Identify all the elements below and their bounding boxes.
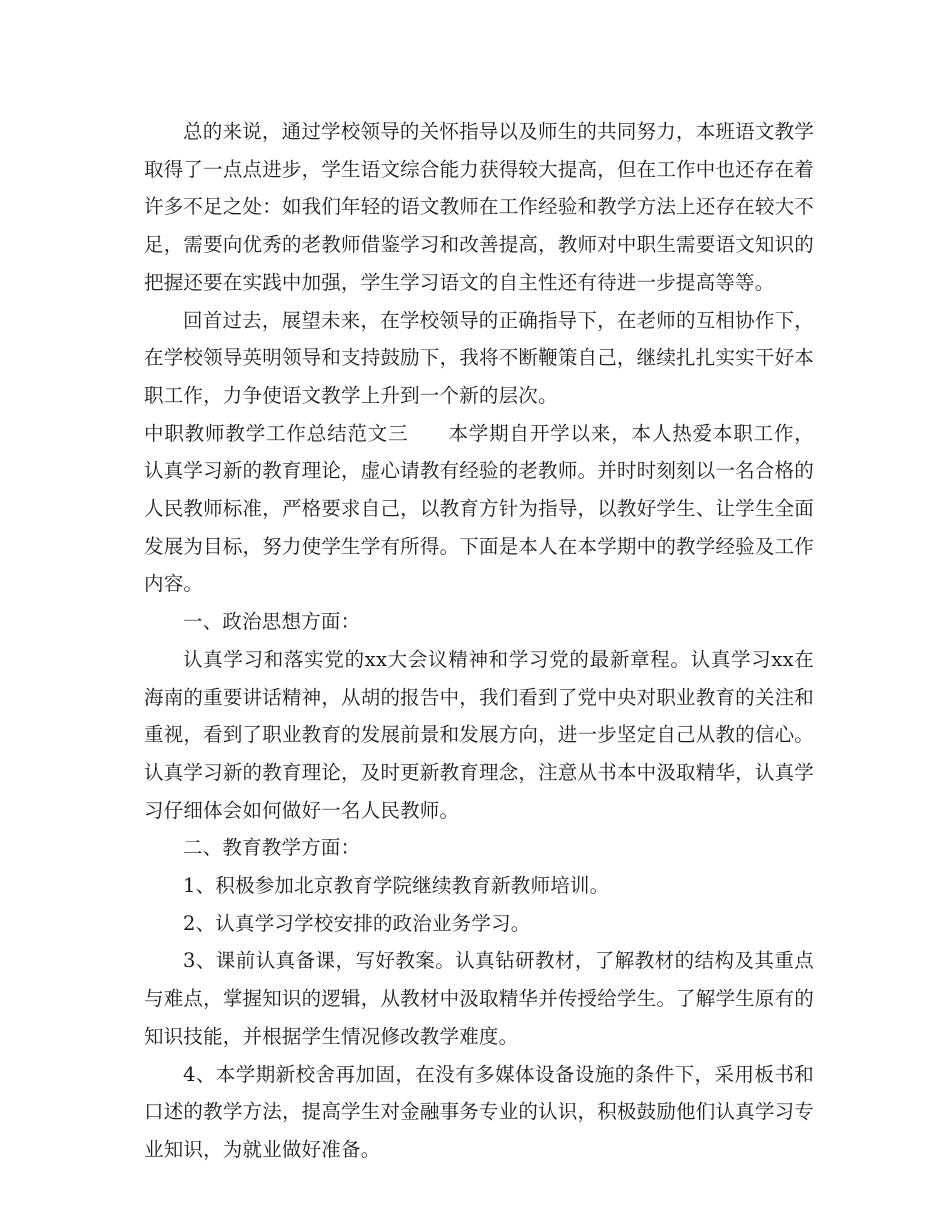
heading-politics: 一、政治思想方面： (183, 610, 361, 634)
paragraph-outlook: 回首过去，展望未来，在学校领导的正确指导下，在老师的互相协作下，在学校领导英明领导和支持鼓励下，我将不断鞭策自己，继续扎扎实实干好本职工作，力争使语文教学上升到一个新的层次。 (144, 308, 814, 407)
section-intro: 本学期自开学以来，本人热爱本职工作，认真学习新的教育理论，虚心请教有经验的老教师。并时时刻刻以一名合格的人民教师标准，严格要求自己，以教育方针为指导，以教好学生、让学生全面发展为目标，努力使学生学有所得。下面是本人在本学期中的教学经验及工作内容。 (144, 421, 814, 596)
section-paragraph (144, 415, 814, 604)
paragraph-politics: 认真学习和落实党的xx大会议精神和学习党的最新章程。认真学习xx在海南的重要讲话精神，从胡的报告中，我们看到了党中央对职业教育的关注和重视，看到了职业教育的发展前景和发展方向，进一步坚定自己从教的信心。认真学习新的教育理论，及时更新教育理念，注意从书本中汲取精华，认真学习仔细体会如何做好一名人民教师。 (144, 647, 814, 822)
list-item-1: 1、积极参加北京教育学院继续教育新教师培训。 (183, 874, 610, 898)
list-item-4: 4、本学期新校舍再加固，在没有多媒体设备设施的条件下，采用板书和口述的教学方法，提高学生对金融事务专业的认识，积极鼓励他们认真学习专业知识，为就业做好准备。 (144, 1062, 814, 1161)
section-title: 中职教师教学工作总结范文三 (144, 421, 409, 445)
document-page (144, 113, 814, 1169)
heading-teaching: 二、教育教学方面： (183, 836, 361, 860)
list-item-2: 2、认真学习学校安排的政治业务学习。 (183, 911, 531, 935)
list-item-3: 3、课前认真备课，写好教案。认真钻研教材，了解教材的结构及其重点与难点，掌握知识的逻辑，从教材中汲取精华并传授给学生。了解学生原有的知识技能，并根据学生情况修改教学难度。 (144, 949, 814, 1048)
paragraph-summary: 总的来说，通过学校领导的关怀指导以及师生的共同努力，本班语文教学取得了一点点进步，学生语文综合能力获得较大提高，但在工作中也还存在着许多不足之处：如我们年轻的语文教师在工作经验和教学方法上还存在较大不足，需要向优秀的老教师借鉴学习和改善提高，教师对中职生需要语文知识的把握还要在实践中加强，学生学习语文的自主性还有待进一步提高等等。 (144, 120, 814, 294)
